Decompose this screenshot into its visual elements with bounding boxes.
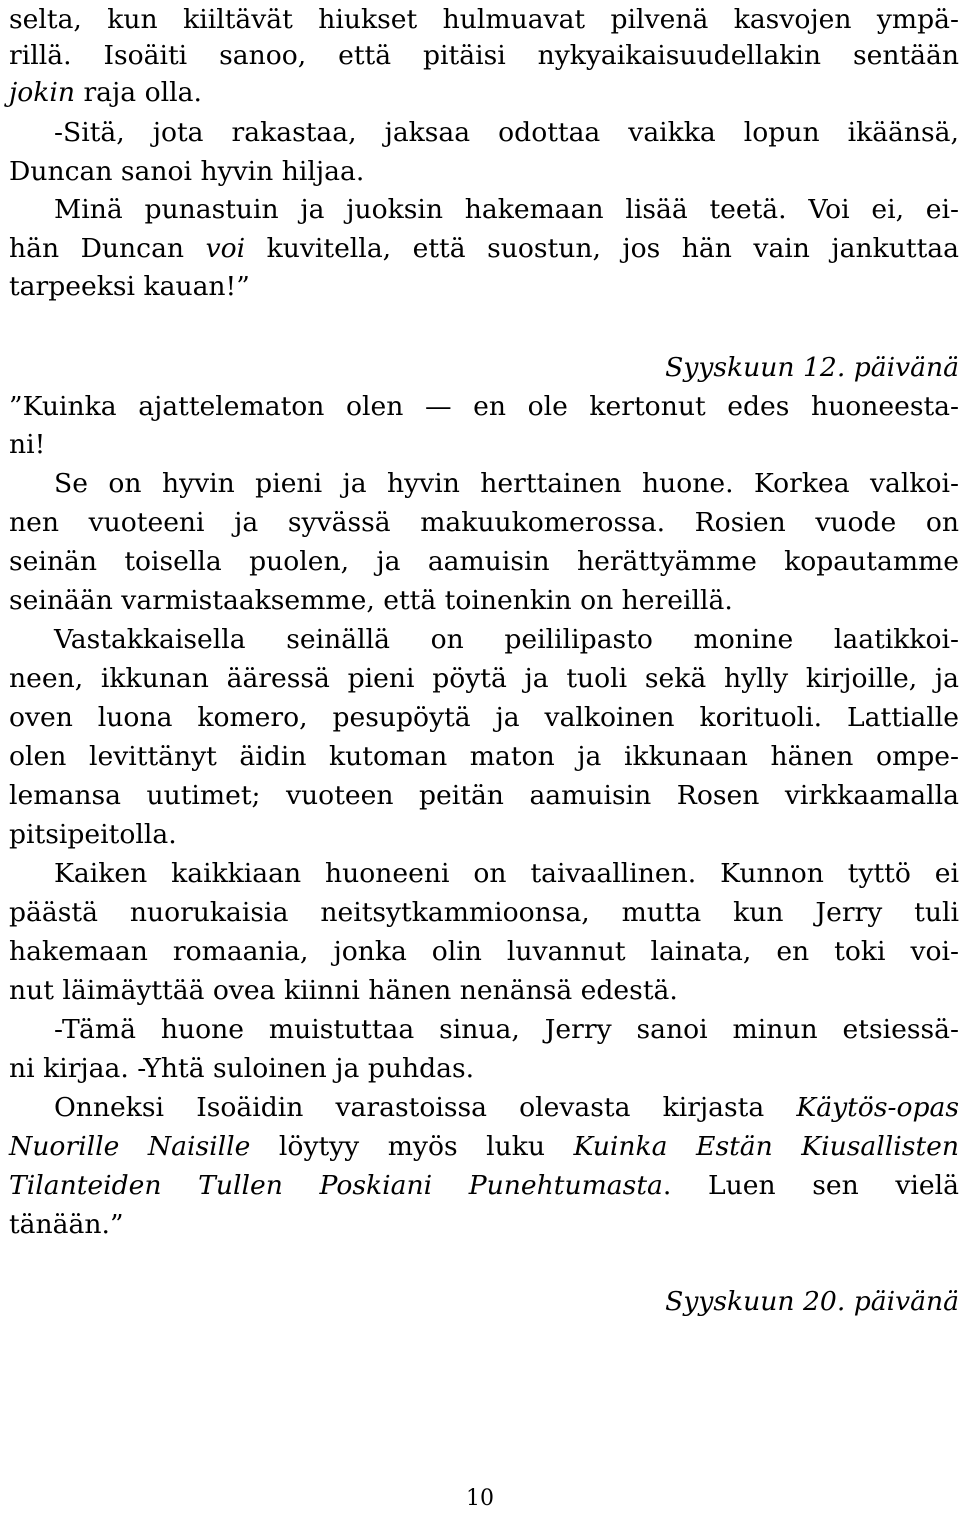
text-segment: päästä nuorukaisia neitsytkammioonsa, mutta kun Jerry tuli xyxy=(9,897,959,928)
text-line xyxy=(9,776,959,815)
text-line xyxy=(9,229,959,268)
text-line xyxy=(9,698,959,737)
text-line xyxy=(9,113,959,152)
text-line xyxy=(9,1049,959,1088)
text-segment: tänään.” xyxy=(9,1209,124,1240)
text-segment: Onneksi Isoäidin varastoissa olevasta kirjasta xyxy=(54,1092,797,1123)
text-segment: neen, ikkunan ääressä pieni pöytä ja tuoli sekä hylly kirjoille, ja xyxy=(9,663,959,694)
text-line xyxy=(9,1205,959,1244)
text-segment: pitsipeitolla. xyxy=(9,819,177,850)
text-line xyxy=(9,932,959,971)
text-line xyxy=(9,620,959,659)
text-segment: raja olla. xyxy=(75,77,202,108)
text-segment: ”Kuinka ajattelematon olen — en ole kertonut edes huoneesta- xyxy=(9,391,959,422)
text-segment: olen levittänyt äidin kutoman maton ja ikkunaan hänen ompe- xyxy=(9,741,959,772)
text-segment: kuvitella, että suostun, jos hän vain jankuttaa xyxy=(245,233,959,264)
text-line xyxy=(9,737,959,776)
text-line xyxy=(9,0,959,39)
text-segment: Se on hyvin pieni ja hyvin herttainen huone. Korkea valkoi- xyxy=(54,468,959,499)
document-page xyxy=(9,0,959,1515)
text-line xyxy=(9,893,959,932)
text-line xyxy=(9,267,959,306)
text-segment: selta, kun kiiltävät hiukset hulmuavat pilvenä kasvojen ympä- xyxy=(9,4,959,35)
text-line xyxy=(9,581,959,620)
text-segment: -Tämä huone muistuttaa sinua, Jerry sanoi minun etsiessä- xyxy=(54,1014,959,1045)
text-segment: -Sitä, jota rakastaa, jaksaa odottaa vaikka lopun ikäänsä, xyxy=(54,117,959,148)
text-line xyxy=(9,971,959,1010)
text-line xyxy=(9,1166,959,1205)
italic-text: Tilanteiden Tullen Poskiani Punehtumasta xyxy=(9,1170,663,1201)
text-segment: ni! xyxy=(9,429,46,460)
text-segment: rillä. Isoäiti sanoo, että pitäisi nykyaikaisuudellakin sentään xyxy=(9,40,959,71)
text-segment: ni kirjaa. -Yhtä suloinen ja puhdas. xyxy=(9,1053,475,1084)
text-line xyxy=(9,387,959,426)
italic-text: Kuinka Estän Kiusallisten xyxy=(573,1131,959,1162)
text-segment: löytyy myös luku xyxy=(250,1131,574,1162)
text-line xyxy=(9,1127,959,1166)
date-heading xyxy=(9,348,959,387)
italic-text: Nuorille Naisille xyxy=(9,1131,251,1162)
text-line xyxy=(9,542,959,581)
text-line xyxy=(9,854,959,893)
text-line xyxy=(9,659,959,698)
text-segment: Duncan sanoi hyvin hiljaa. xyxy=(9,156,365,187)
text-line xyxy=(9,1010,959,1049)
italic-text: Käytös-opas xyxy=(796,1092,959,1123)
text-segment: Vastakkaisella seinällä on peililipasto monine laatikkoi- xyxy=(54,624,959,655)
text-line xyxy=(9,190,959,229)
text-line xyxy=(9,425,959,464)
text-line xyxy=(9,815,959,854)
italic-text: Syyskuun 12. päivänä xyxy=(665,352,959,383)
italic-text: Syyskuun 20. päivänä xyxy=(665,1286,959,1317)
text-line xyxy=(9,36,959,75)
text-line xyxy=(9,1088,959,1127)
text-segment: . Luen sen vielä xyxy=(662,1170,959,1201)
text-segment: Kaiken kaikkiaan huoneeni on taivaallinen. Kunnon tyttö ei xyxy=(54,858,959,889)
text-line xyxy=(9,503,959,542)
text-segment: Minä punastuin ja juoksin hakemaan lisää teetä. Voi ei, ei- xyxy=(54,194,959,225)
text-segment: oven luona komero, pesupöytä ja valkoinen korituoli. Lattialle xyxy=(9,702,959,733)
text-segment: seinään varmistaaksemme, että toinenkin on hereillä. xyxy=(9,585,733,616)
text-segment: lemansa uutimet; vuoteen peitän aamuisin Rosen virkkaamalla xyxy=(9,780,959,811)
text-segment: nen vuoteeni ja syvässä makuukomerossa. Rosien vuode on xyxy=(9,507,959,538)
text-segment: nut läimäyttää ovea kiinni hänen nenänsä edestä. xyxy=(9,975,678,1006)
text-line xyxy=(9,73,959,112)
page-number: 10 xyxy=(466,1486,494,1511)
text-segment: tarpeeksi kauan!” xyxy=(9,271,250,302)
text-line xyxy=(9,464,959,503)
text-segment: hän Duncan xyxy=(9,233,206,264)
text-line xyxy=(9,152,959,191)
date-heading xyxy=(9,1282,959,1321)
italic-text: voi xyxy=(205,233,246,264)
italic-text: jokin xyxy=(9,77,76,108)
text-segment: hakemaan romaania, jonka olin luvannut lainata, en toki voi- xyxy=(9,936,959,967)
text-segment: seinän toisella puolen, ja aamuisin herättyämme kopautamme xyxy=(9,546,959,577)
